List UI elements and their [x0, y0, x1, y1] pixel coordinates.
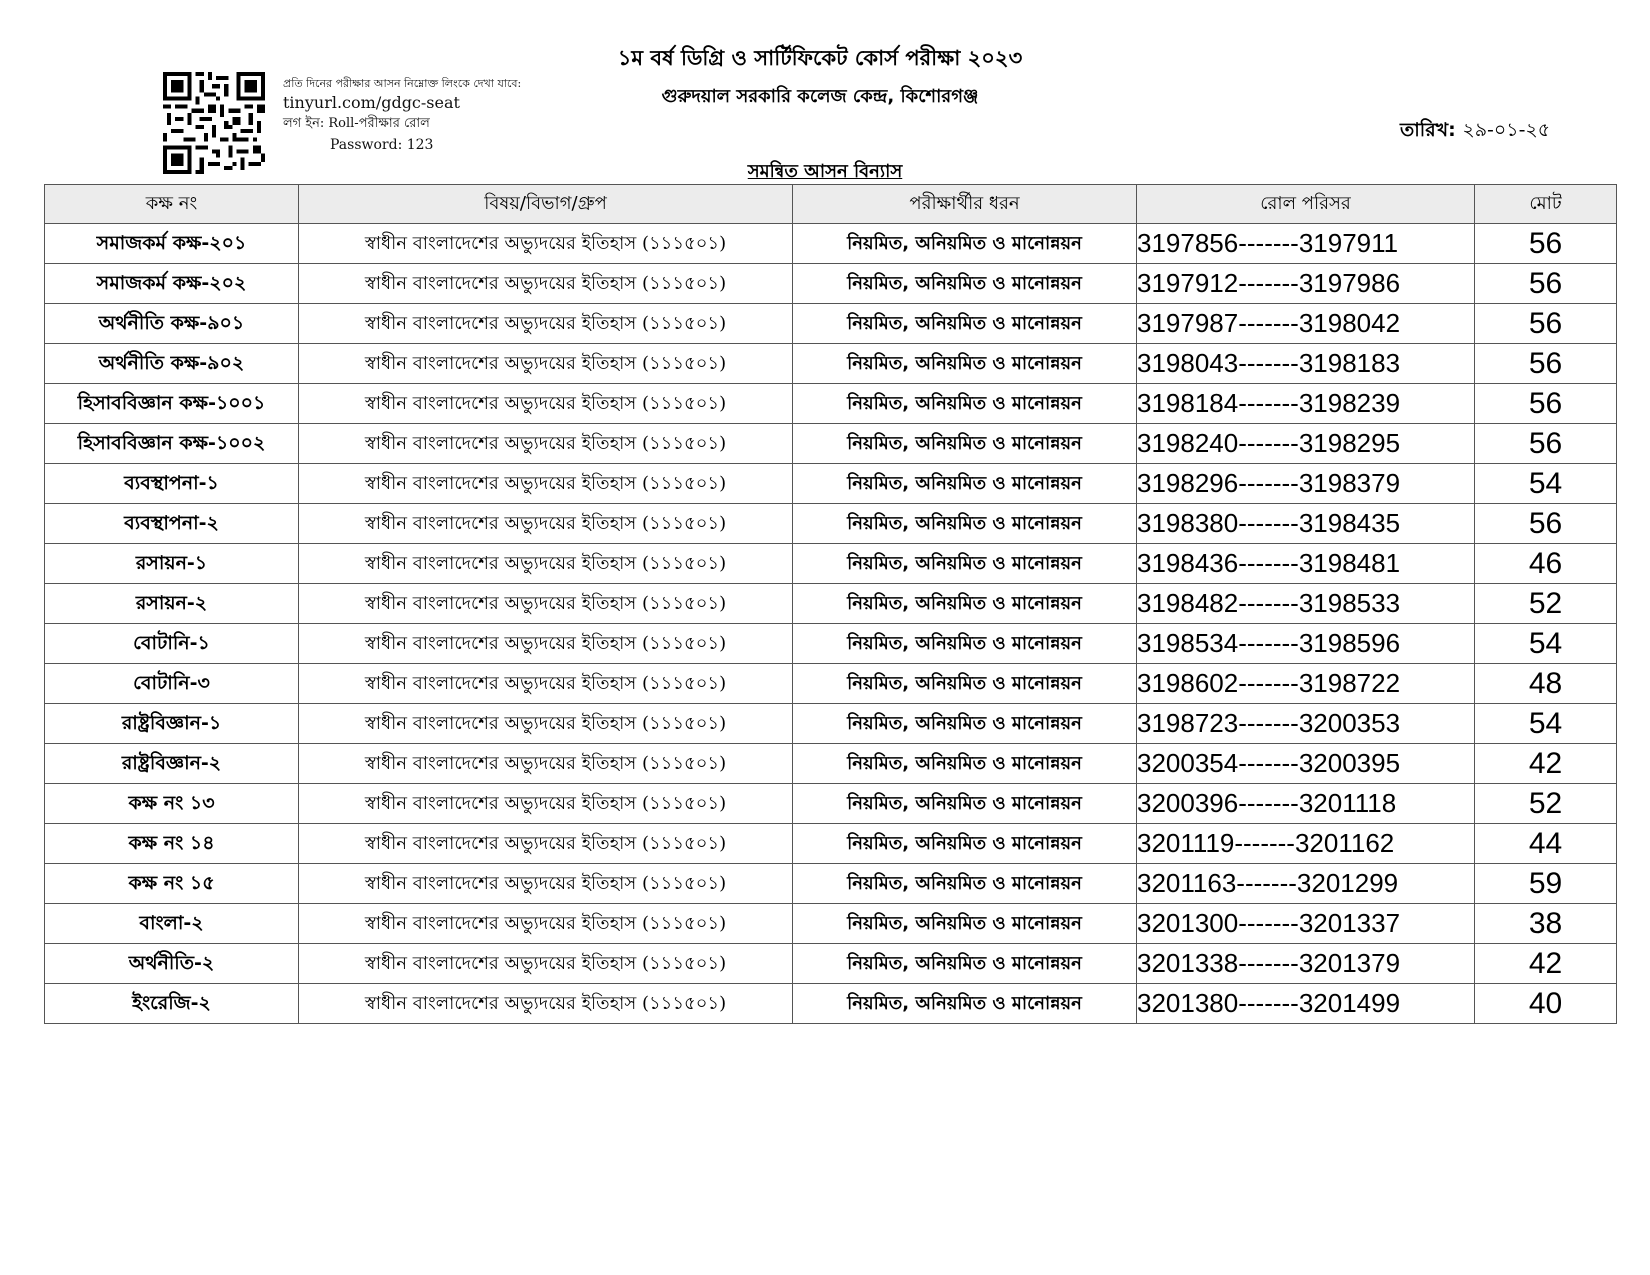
examinee-type-cell: নিয়মিত, অনিয়মিত ও মানোন্নয়ন — [793, 744, 1137, 784]
examinee-type-cell: নিয়মিত, অনিয়মিত ও মানোন্নয়ন — [793, 264, 1137, 304]
subject-cell: স্বাধীন বাংলাদেশের অভ্যুদয়ের ইতিহাস (১১১৫০১) — [299, 224, 793, 264]
roll-range-cell: 3198380-------3198435 — [1137, 504, 1475, 544]
room-cell: ব্যবস্থাপনা-১ — [45, 464, 299, 504]
total-cell: 54 — [1475, 624, 1617, 664]
subject-cell: স্বাধীন বাংলাদেশের অভ্যুদয়ের ইতিহাস (১১১৫০১) — [299, 344, 793, 384]
subject-cell: স্বাধীন বাংলাদেশের অভ্যুদয়ের ইতিহাস (১১১৫০১) — [299, 904, 793, 944]
table-row — [45, 304, 1617, 344]
room-cell: বোটানি-১ — [45, 624, 299, 664]
room-cell: বাংলা-২ — [45, 904, 299, 944]
roll-range-cell: 3200396-------3201118 — [1137, 784, 1475, 824]
table-row — [45, 384, 1617, 424]
table-row — [45, 744, 1617, 784]
total-cell: 38 — [1475, 904, 1617, 944]
examinee-type-cell: নিয়মিত, অনিয়মিত ও মানোন্নয়ন — [793, 424, 1137, 464]
examinee-type-cell: নিয়মিত, অনিয়মিত ও মানোন্নয়ন — [793, 904, 1137, 944]
examinee-type-cell: নিয়মিত, অনিয়মিত ও মানোন্নয়ন — [793, 544, 1137, 584]
total-cell: 56 — [1475, 224, 1617, 264]
roll-range-cell: 3197856-------3197911 — [1137, 224, 1475, 264]
login-instruction: লগ ইন: Roll-পরীক্ষার রোল — [283, 116, 430, 131]
examinee-type-cell: নিয়মিত, অনিয়মিত ও মানোন্নয়ন — [793, 304, 1137, 344]
examinee-type-cell: নিয়মিত, অনিয়মিত ও মানোন্নয়ন — [793, 824, 1137, 864]
roll-range-cell: 3198240-------3198295 — [1137, 424, 1475, 464]
roll-range-cell: 3197987-------3198042 — [1137, 304, 1475, 344]
date-label: তারিখ: — [1400, 119, 1456, 141]
password-instruction: Password: 123 — [330, 137, 434, 153]
examinee-type-cell: নিয়মিত, অনিয়মিত ও মানোন্নয়ন — [793, 344, 1137, 384]
table-row — [45, 984, 1617, 1024]
room-cell: কক্ষ নং ১৫ — [45, 864, 299, 904]
total-cell: 52 — [1475, 584, 1617, 624]
examinee-type-cell: নিয়মিত, অনিয়মিত ও মানোন্নয়ন — [793, 584, 1137, 624]
subject-cell: স্বাধীন বাংলাদেশের অভ্যুদয়ের ইতিহাস (১১১৫০১) — [299, 544, 793, 584]
examinee-type-cell: নিয়মিত, অনিয়মিত ও মানোন্নয়ন — [793, 944, 1137, 984]
total-cell: 42 — [1475, 744, 1617, 784]
roll-range-cell: 3198723-------3200353 — [1137, 704, 1475, 744]
examinee-type-cell: নিয়মিত, অনিয়মিত ও মানোন্নয়ন — [793, 704, 1137, 744]
subject-cell: স্বাধীন বাংলাদেশের অভ্যুদয়ের ইতিহাস (১১১৫০১) — [299, 944, 793, 984]
room-cell: অর্থনীতি-২ — [45, 944, 299, 984]
total-cell: 46 — [1475, 544, 1617, 584]
table-row — [45, 544, 1617, 584]
subject-cell: স্বাধীন বাংলাদেশের অভ্যুদয়ের ইতিহাস (১১১৫০১) — [299, 424, 793, 464]
seat-plan-body — [45, 224, 1617, 1024]
table-header-row — [45, 185, 1617, 224]
room-cell: বোটানি-৩ — [45, 664, 299, 704]
examinee-type-cell: নিয়মিত, অনিয়মিত ও মানোন্নয়ন — [793, 664, 1137, 704]
subject-cell: স্বাধীন বাংলাদেশের অভ্যুদয়ের ইতিহাস (১১১৫০১) — [299, 824, 793, 864]
table-row — [45, 464, 1617, 504]
total-cell: 59 — [1475, 864, 1617, 904]
table-row — [45, 584, 1617, 624]
total-cell: 56 — [1475, 424, 1617, 464]
header-total: মোট — [1475, 185, 1617, 224]
room-cell: অর্থনীতি কক্ষ-৯০২ — [45, 344, 299, 384]
center-name: গুরুদয়াল সরকারি কলেজ কেন্দ্র, কিশোরগঞ্জ — [661, 86, 979, 107]
table-row — [45, 824, 1617, 864]
subject-cell: স্বাধীন বাংলাদেশের অভ্যুদয়ের ইতিহাস (১১১৫০১) — [299, 264, 793, 304]
total-cell: 56 — [1475, 384, 1617, 424]
seat-plan-subtitle: সমন্বিত আসন বিন্যাস — [747, 161, 903, 182]
room-cell: ব্যবস্থাপনা-২ — [45, 504, 299, 544]
subject-cell: স্বাধীন বাংলাদেশের অভ্যুদয়ের ইতিহাস (১১১৫০১) — [299, 384, 793, 424]
table-row — [45, 784, 1617, 824]
header-room: কক্ষ নং — [45, 185, 299, 224]
table-row — [45, 904, 1617, 944]
total-cell: 42 — [1475, 944, 1617, 984]
total-cell: 54 — [1475, 704, 1617, 744]
roll-range-cell: 3201300-------3201337 — [1137, 904, 1475, 944]
header-examinee-type: পরীক্ষার্থীর ধরন — [793, 185, 1137, 224]
roll-range-cell: 3201163-------3201299 — [1137, 864, 1475, 904]
roll-range-cell: 3200354-------3200395 — [1137, 744, 1475, 784]
subject-cell: স্বাধীন বাংলাদেশের অভ্যুদয়ের ইতিহাস (১১১৫০১) — [299, 304, 793, 344]
subject-cell: স্বাধীন বাংলাদেশের অভ্যুদয়ের ইতিহাস (১১১৫০১) — [299, 464, 793, 504]
room-cell: হিসাববিজ্ঞান কক্ষ-১০০২ — [45, 424, 299, 464]
roll-range-cell: 3197912-------3197986 — [1137, 264, 1475, 304]
room-cell: হিসাববিজ্ঞান কক্ষ-১০০১ — [45, 384, 299, 424]
subject-cell: স্বাধীন বাংলাদেশের অভ্যুদয়ের ইতিহাস (১১১৫০১) — [299, 704, 793, 744]
room-cell: রসায়ন-২ — [45, 584, 299, 624]
subject-cell: স্বাধীন বাংলাদেশের অভ্যুদয়ের ইতিহাস (১১১৫০১) — [299, 784, 793, 824]
total-cell: 56 — [1475, 504, 1617, 544]
examinee-type-cell: নিয়মিত, অনিয়মিত ও মানোন্নয়ন — [793, 624, 1137, 664]
examinee-type-cell: নিয়মিত, অনিয়মিত ও মানোন্নয়ন — [793, 864, 1137, 904]
exam-date — [1400, 116, 1550, 148]
room-cell: সমাজকর্ম কক্ষ-২০১ — [45, 224, 299, 264]
table-row — [45, 504, 1617, 544]
examinee-type-cell: নিয়মিত, অনিয়মিত ও মানোন্নয়ন — [793, 784, 1137, 824]
examinee-type-cell: নিয়মিত, অনিয়মিত ও মানোন্নয়ন — [793, 384, 1137, 424]
examinee-type-cell: নিয়মিত, অনিয়মিত ও মানোন্নয়ন — [793, 464, 1137, 504]
table-row — [45, 624, 1617, 664]
roll-range-cell: 3198043-------3198183 — [1137, 344, 1475, 384]
roll-range-cell: 3201380-------3201499 — [1137, 984, 1475, 1024]
subject-cell: স্বাধীন বাংলাদেশের অভ্যুদয়ের ইতিহাস (১১১৫০১) — [299, 744, 793, 784]
roll-range-cell: 3201119-------3201162 — [1137, 824, 1475, 864]
roll-range-cell: 3198296-------3198379 — [1137, 464, 1475, 504]
roll-range-cell: 3198534-------3198596 — [1137, 624, 1475, 664]
table-row — [45, 664, 1617, 704]
roll-range-cell: 3198602-------3198722 — [1137, 664, 1475, 704]
table-row — [45, 944, 1617, 984]
room-cell: ইংরেজি-২ — [45, 984, 299, 1024]
room-cell: কক্ষ নং ১৩ — [45, 784, 299, 824]
subject-cell: স্বাধীন বাংলাদেশের অভ্যুদয়ের ইতিহাস (১১১৫০১) — [299, 504, 793, 544]
table-row — [45, 864, 1617, 904]
exam-title: ১ম বর্ষ ডিগ্রি ও সার্টিফিকেট কোর্স পরীক্ষা ২০২৩ — [617, 46, 1023, 70]
roll-range-cell: 3198436-------3198481 — [1137, 544, 1475, 584]
subject-cell: স্বাধীন বাংলাদেশের অভ্যুদয়ের ইতিহাস (১১১৫০১) — [299, 984, 793, 1024]
room-cell: রাষ্ট্রবিজ্ঞান-১ — [45, 704, 299, 744]
room-cell: রসায়ন-১ — [45, 544, 299, 584]
total-cell: 56 — [1475, 304, 1617, 344]
header-subject: বিষয়/বিভাগ/গ্রুপ — [299, 185, 793, 224]
header-roll-range: রোল পরিসর — [1137, 185, 1475, 224]
room-cell: সমাজকর্ম কক্ষ-২০২ — [45, 264, 299, 304]
date-value: ২৯-০১-২৫ — [1462, 119, 1551, 141]
total-cell: 56 — [1475, 344, 1617, 384]
login-info — [283, 76, 521, 156]
seat-plan-table — [44, 184, 1617, 1024]
total-cell: 56 — [1475, 264, 1617, 304]
room-cell: কক্ষ নং ১৪ — [45, 824, 299, 864]
total-cell: 52 — [1475, 784, 1617, 824]
examinee-type-cell: নিয়মিত, অনিয়মিত ও মানোন্নয়ন — [793, 984, 1137, 1024]
roll-range-cell: 3201338-------3201379 — [1137, 944, 1475, 984]
total-cell: 44 — [1475, 824, 1617, 864]
subject-cell: স্বাধীন বাংলাদেশের অভ্যুদয়ের ইতিহাস (১১১৫০১) — [299, 624, 793, 664]
seat-link-note: প্রতি দিনের পরীক্ষার আসন নিম্নোক্ত লিংকে দেখা যাবে: — [283, 77, 522, 90]
total-cell: 54 — [1475, 464, 1617, 504]
examinee-type-cell: নিয়মিত, অনিয়মিত ও মানোন্নয়ন — [793, 504, 1137, 544]
total-cell: 40 — [1475, 984, 1617, 1024]
qr-code-icon[interactable] — [163, 72, 265, 174]
total-cell: 48 — [1475, 664, 1617, 704]
table-row — [45, 344, 1617, 384]
subject-cell: স্বাধীন বাংলাদেশের অভ্যুদয়ের ইতিহাস (১১১৫০১) — [299, 584, 793, 624]
room-cell: অর্থনীতি কক্ষ-৯০১ — [45, 304, 299, 344]
subject-cell: স্বাধীন বাংলাদেশের অভ্যুদয়ের ইতিহাস (১১১৫০১) — [299, 864, 793, 904]
table-row — [45, 224, 1617, 264]
roll-range-cell: 3198184-------3198239 — [1137, 384, 1475, 424]
room-cell: রাষ্ট্রবিজ্ঞান-২ — [45, 744, 299, 784]
table-row — [45, 704, 1617, 744]
seat-link-url[interactable]: tinyurl.com/gdgc-seat — [283, 93, 460, 112]
table-row — [45, 264, 1617, 304]
examinee-type-cell: নিয়মিত, অনিয়মিত ও মানোন্নয়ন — [793, 224, 1137, 264]
table-row — [45, 424, 1617, 464]
subject-cell: স্বাধীন বাংলাদেশের অভ্যুদয়ের ইতিহাস (১১১৫০১) — [299, 664, 793, 704]
roll-range-cell: 3198482-------3198533 — [1137, 584, 1475, 624]
